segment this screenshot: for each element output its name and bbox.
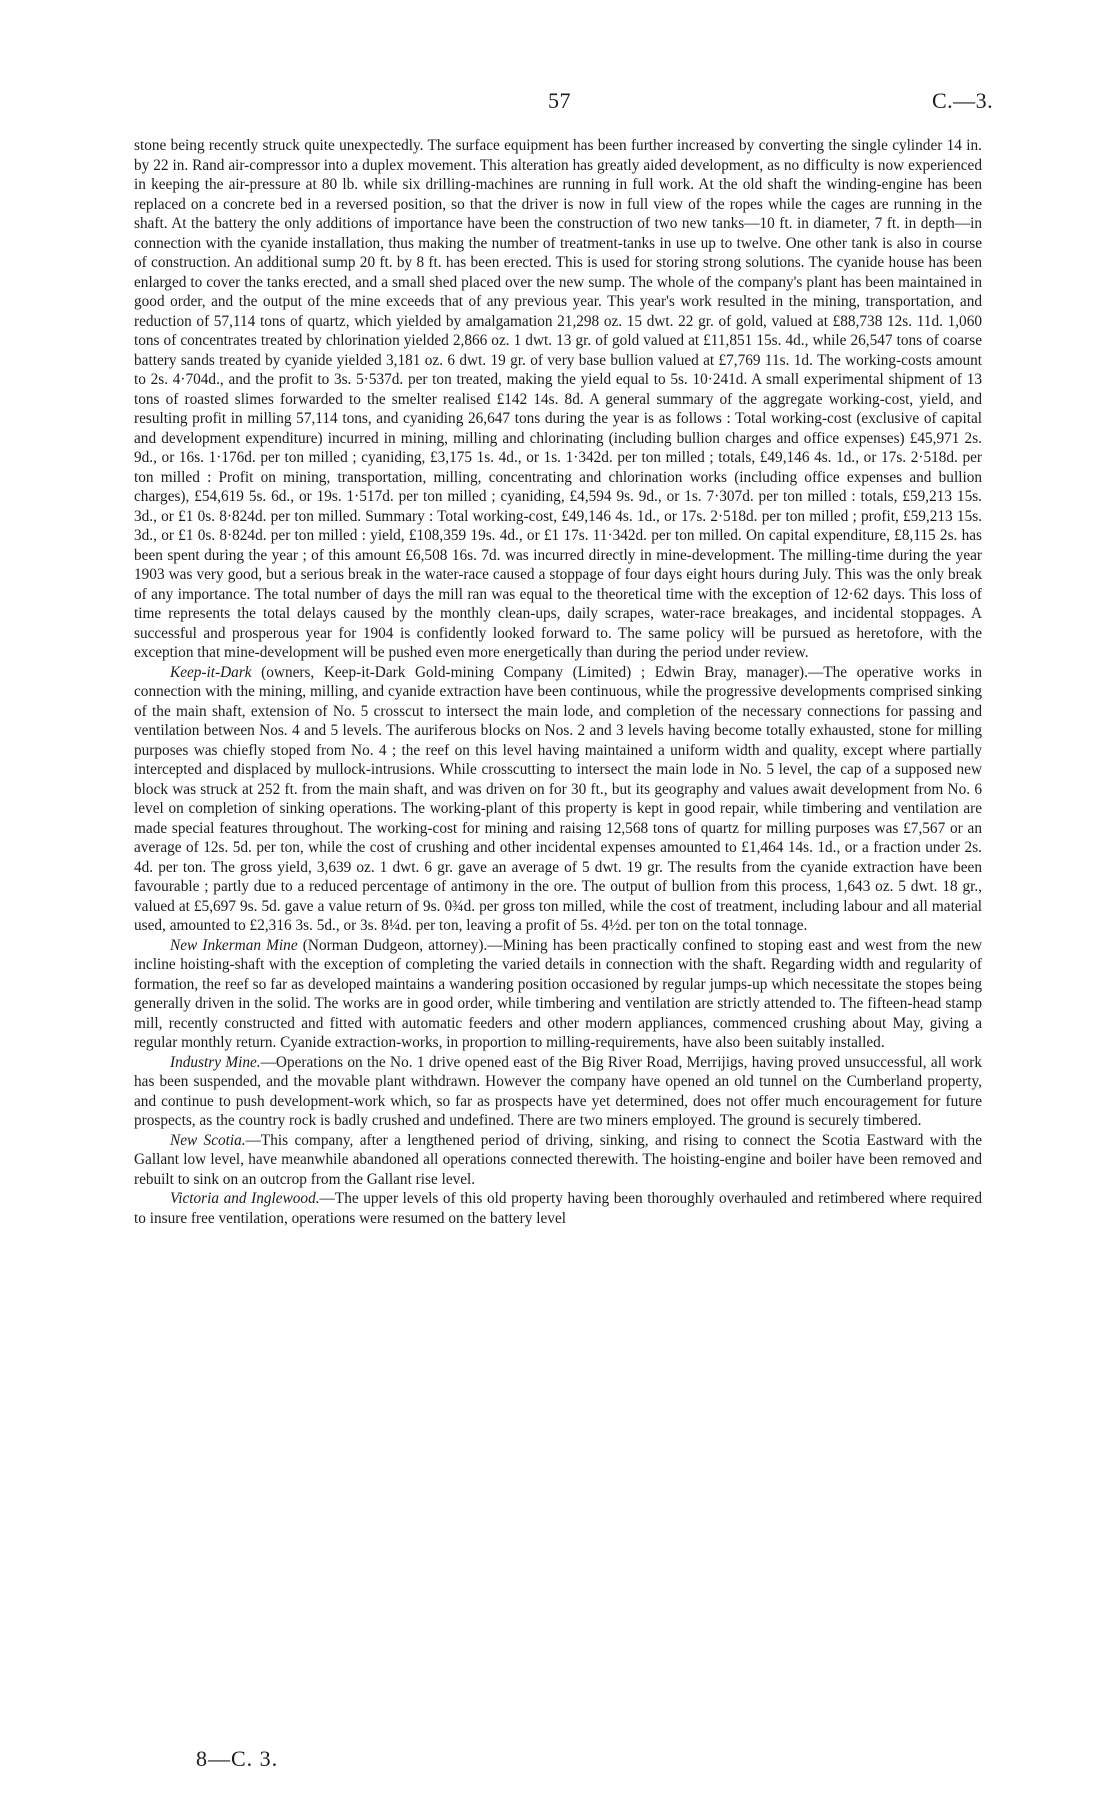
- paragraph-text: —Operations on the No. 1 drive opened east of the Big River Road, Merrijigs, having proved unsuccessful, all work has been suspended, and the movable plant withdrawn. However the company have opened an old tunnel on the Cumberland property, and continue to push development-work which, so far as prospects have yet determined, does not offer much encouragement for future prospects, as the country rock is badly crushed and undefined. There are two miners employed. The ground is securely timbered.: [134, 1053, 982, 1129]
- paragraph-new-inkerman: [134, 936, 982, 1053]
- mine-name: Victoria and Inglewood.: [170, 1190, 320, 1207]
- paragraph-text: —The upper levels of this old property having been thoroughly overhauled and retimbered where required to insure free ventilation, operations were resumed on the battery level: [134, 1190, 982, 1227]
- mine-name: Keep-it-Dark: [170, 663, 252, 681]
- signature-mark: 8—C. 3.: [196, 1746, 279, 1771]
- paragraph-text: stone being recently struck quite unexpectedly. The surface equipment has been further increased by converting the single cylinder 14 in. by 22 in. Rand air-compressor into a duplex movement. This alteration has greatly aided development, as no difficulty is now experienced in keeping the air-pressure at 80 lb. while six drilling-machines are running in full work. At the old shaft the winding-engine has been replaced on a concrete bed in a reversed position, so that the driver is now in full view of the ropes while the cages are running in the shaft. At the battery the only additions of importance have been the construction of two new tanks—10 ft. in diameter, 7 ft. in depth—in connection with the cyanide installation, thus making the number of treatment-tanks in use up to twelve. One other tank is also in course of construction. An additional sump 20 ft. by 8 ft. has been erected. This is used for storing strong solutions. The cyanide house has been enlarged to cover the tanks erected, and a small shed placed over the new sump. The whole of the company's plant has been maintained in good order, and the output of the mine exceeds that of any previous year. This year's work resulted in the mining, transportation, and reduction of 57,114 tons of quartz, which yielded by amalgamation 21,298 oz. 15 dwt. 22 gr. of gold, valued at £88,738 12s. 11d. 1,060 tons of concentrates treated by chlorination yielded 2,866 oz. 1 dwt. 13 gr. of gold valued at £11,851 15s. 4d., while 26,547 tons of coarse battery sands treated by cyanide yielded 3,181 oz. 6 dwt. 19 gr. of very base bullion valued at £7,769 11s. 1d. The working-costs amount to 2s. 4·704d., and the profit to 3s. 5·537d. per ton treated, making the yield equal to 5s. 10·241d. A small experimental shipment of 13 tons of roasted slimes forwarded to the smelter realised £142 14s. 8d. A general summary of the aggregate working-cost, yield, and resulting profit in milling 57,114 tons, and cyaniding 26,647 tons during the year is as follows : Total working-cost (exclusive of capital and development expenditure) incurred in mining, milling and chlorinating (including bullion charges and office expenses) £45,971 2s. 9d., or 16s. 1·176d. per ton milled ; cyaniding, £3,175 1s. 4d., or 1s. 1·342d. per ton milled ; totals, £49,146 4s. 1d., or 17s. 2·518d. per ton milled : Profit on mining, transportation, milling, concentrating and chlorination works (including office expenses and bullion charges), £54,619 5s. 6d., or 19s. 1·517d. per ton milled ; cyaniding, £4,594 9s. 9d., or 1s. 7·307d. per ton milled : totals, £59,213 15s. 3d., or £1 0s. 8·824d. per ton milled. Summary : Total working-cost, £49,146 4s. 1d., or 17s. 2·518d. per ton milled ; profit, £59,213 15s. 3d., or £1 0s. 8·824d. per ton milled : yield, £108,359 19s. 4d., or £1 17s. 11·342d. per ton milled. On capital expenditure, £8,115 2s. has been spent during the year ; of this amount £6,508 16s. 7d. was incurred directly in mine-development. The milling-time during the year 1903 was very good, but a serious break in the water-race caused a stoppage of four days eight hours during July. This was the only break of any importance. The total number of days the mill ran was equal to the theoretical time with the exception of 12·62 days. This loss of time represents the total delays caused by the monthly clean-ups, daily scrapes, water-race breakages, and incidental stoppages. A successful and prosperous year for 1904 is confidently looked forward to. The same policy will be pursued as heretofore, with the exception that mine-development will be pushed even more energetically than during the period under review.: [134, 137, 982, 661]
- body-text: [134, 136, 982, 1228]
- mine-name: Industry Mine.: [170, 1053, 261, 1071]
- paragraph-keep-it-dark: [134, 663, 982, 936]
- mine-name: New Inkerman Mine: [170, 936, 298, 954]
- document-reference: C.—3.: [932, 88, 994, 113]
- page-number: 57: [548, 88, 571, 113]
- paragraph-text: (owners, Keep-it-Dark Gold-mining Company (Limited) ; Edwin Bray, manager).—The operative works in connection with the mining, milling, and cyanide extraction have been continuous, while the progressive developments comprised sinking of the main shaft, extension of No. 5 crosscut to intersect the main lode, and completion of the necessary connections for passing and ventilation between Nos. 4 and 5 levels. The auriferous blocks on Nos. 2 and 3 levels having become totally exhausted, stone for milling purposes was chiefly stoped from No. 4 ; the reef on this level having maintained a uniform width and quality, except where partially intercepted and displaced by mullock-intrusions. While crosscutting to intersect the main lode in No. 5 level, the cap of a supposed new block was struck at 252 ft. from the main shaft, and was driven on for 30 ft., but its geography and values await development from No. 6 level on completion of sinking operations. The working-plant of this property is kept in good repair, while timbering and ventilation are made special features throughout. The working-cost for mining and raising 12,568 tons of quartz for milling purposes was £7,567 or an average of 12s. 5d. per ton, while the cost of crushing and other incidental expenses amounted to £1,464 14s. 1d., or a fraction under 2s. 4d. per ton. The gross yield, 3,639 oz. 1 dwt. 6 gr. gave an average of 5 dwt. 19 gr. The results from the cyanide extraction have been favourable ; partly due to a reduced percentage of antimony in the ore. The output of bullion from this process, 1,643 oz. 5 dwt. 18 gr., valued at £5,697 9s. 5d. gave a value return of 9s. 0¾d. per gross ton milled, while the cost of treatment, including labour and all material used, amounted to £2,316 3s. 5d., or 3s. 8¼d. per ton, leaving a profit of 5s. 4½d. per ton on the total tonnage.: [134, 663, 982, 934]
- paragraph-text: —This company, after a lengthened period of driving, sinking, and rising to connect the Scotia Eastward with the Gallant low level, have meanwhile abandoned all operations connected therewith. The hoisting-engine and boiler have been removed and rebuilt to sink on an outcrop from the Gallant rise level.: [134, 1131, 982, 1188]
- paragraph-victoria-inglewood: [134, 1189, 982, 1228]
- paragraph-text: (Norman Dudgeon, attorney).—Mining has been practically confined to stoping east and west from the new incline hoisting-shaft with the exception of completing the varied details in connection with the shaft. Regarding width and regularity of formation, the reef so far as developed maintains a wandering position occasioned by regular jumps-up which necessitate the stopes being generally driven in the solid. The works are in good order, while timbering and ventilation are strictly attended to. The fifteen-head stamp mill, recently constructed and fitted with automatic feeders and other modern appliances, commenced crushing about May, giving a regular monthly return. Cyanide extraction-works, in proportion to milling-requirements, have also been suitably installed.: [134, 936, 982, 1051]
- paragraph-industry-mine: [134, 1053, 982, 1131]
- mine-name: New Scotia.: [170, 1131, 246, 1149]
- paragraph-continuation: [134, 136, 982, 663]
- paragraph-new-scotia: [134, 1131, 982, 1190]
